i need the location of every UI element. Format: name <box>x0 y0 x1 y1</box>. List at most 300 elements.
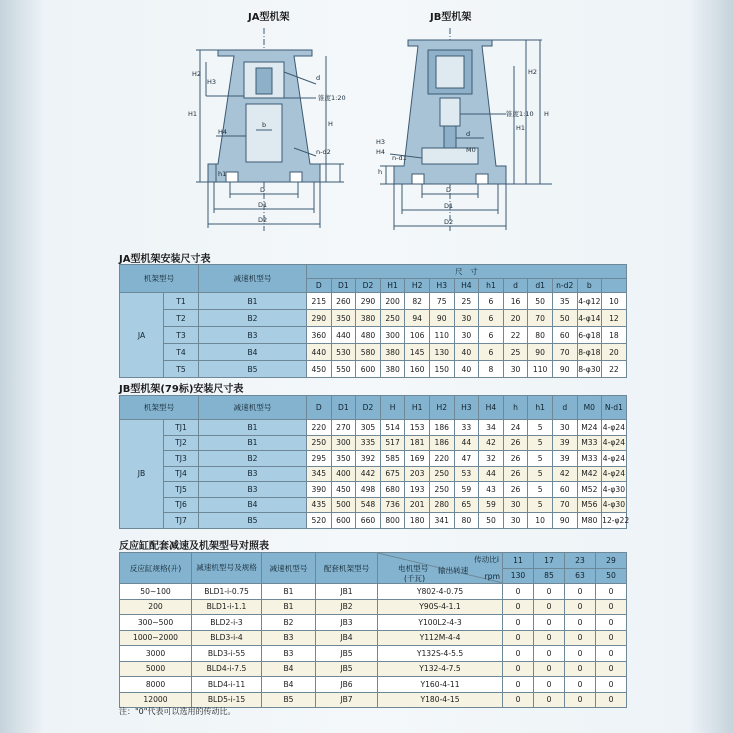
cell-capacity: 3000 <box>120 646 192 662</box>
ratio-flag: 0 <box>503 692 534 708</box>
table-row <box>120 361 627 378</box>
table-cell: 70 <box>552 497 577 513</box>
table-cell: 390 <box>307 482 332 498</box>
jb-label-D: D <box>446 186 452 194</box>
ratio-flag: 0 <box>565 615 596 631</box>
table-row <box>120 451 627 467</box>
table-cell: 220 <box>307 420 332 436</box>
table-cell: 186 <box>429 420 454 436</box>
table-cell: 193 <box>405 482 430 498</box>
ratio-flag: 0 <box>503 615 534 631</box>
jb-label-H3: H3 <box>376 138 386 146</box>
cell-motor: Y180-4-15 <box>378 692 503 708</box>
jb-table-title: JB型机架(79标)安装尺寸表 <box>119 384 244 395</box>
rack-model: TJ4 <box>164 466 199 482</box>
table-cell: 5 <box>528 420 553 436</box>
rack-model: TJ2 <box>164 435 199 451</box>
cell-spec: BLD2-i-3 <box>192 615 262 631</box>
table-cell: 300 <box>331 435 356 451</box>
cell-motor: Y112M-4-4 <box>378 630 503 646</box>
table-cell: 341 <box>429 513 454 529</box>
ratio-flag: 0 <box>596 677 627 693</box>
cell-reducer: B1 <box>262 599 316 615</box>
cell-reducer: B2 <box>262 615 316 631</box>
cell-rack: JB6 <box>316 677 378 693</box>
table-row <box>120 513 627 529</box>
ja-label-D1: D1 <box>258 201 268 209</box>
table-row <box>120 435 627 451</box>
cell-spec: BLD1-i-0.75 <box>192 584 262 600</box>
match-head-diagonal <box>378 553 503 584</box>
table-cell: 94 <box>405 310 430 327</box>
reducer-model: B5 <box>199 361 307 378</box>
table-cell: 90 <box>552 361 577 378</box>
table-cell: 8-φ30 <box>577 361 602 378</box>
ja-drawing <box>166 6 366 238</box>
match-table-body <box>120 584 627 708</box>
ja-label-H4: H4 <box>218 128 228 136</box>
jb-drawing <box>366 6 566 238</box>
ja-col-H3: H3 <box>429 279 454 293</box>
jb-col-H: H <box>380 396 405 420</box>
table-cell: 40 <box>454 344 479 361</box>
jb-col-D2: D2 <box>356 396 381 420</box>
ratio-flag: 0 <box>565 646 596 662</box>
table-cell: 20 <box>503 310 528 327</box>
ja-figure <box>166 6 366 238</box>
table-cell: 736 <box>380 497 405 513</box>
cell-rack: JB1 <box>316 584 378 600</box>
table-cell: 5 <box>528 466 553 482</box>
table-cell: M24 <box>577 420 602 436</box>
table-cell: 600 <box>331 513 356 529</box>
rack-model: TJ3 <box>164 451 199 467</box>
jb-label-M0: M0 <box>466 146 476 154</box>
ratio-flag: 0 <box>596 646 627 662</box>
cell-motor: Y132S-4-5.5 <box>378 646 503 662</box>
table-cell: 435 <box>307 497 332 513</box>
table-cell: 80 <box>528 327 553 344</box>
table-cell: 40 <box>454 361 479 378</box>
table-cell: M33 <box>577 435 602 451</box>
ratio-flag: 0 <box>503 646 534 662</box>
footnote: 注："0"代表可以选用的传动比。 <box>119 707 236 716</box>
ja-label-H3: H3 <box>207 78 217 86</box>
cell-rack: JB4 <box>316 630 378 646</box>
table-cell: 400 <box>331 466 356 482</box>
ratio-flag: 0 <box>534 599 565 615</box>
table-cell: 440 <box>331 327 356 344</box>
cell-capacity: 300~500 <box>120 615 192 631</box>
table-cell: 530 <box>331 344 356 361</box>
ja-label-D2: D2 <box>258 216 268 224</box>
cell-rack: JB2 <box>316 599 378 615</box>
table-cell: 10 <box>528 513 553 529</box>
table-row <box>120 310 627 327</box>
table-cell: 16 <box>503 293 528 310</box>
cell-motor: Y132-4-7.5 <box>378 661 503 677</box>
table-cell: 4-φ14 <box>577 310 602 327</box>
table-cell: 43 <box>479 482 504 498</box>
jb-label-D2: D2 <box>444 218 454 226</box>
table-cell: 34 <box>479 420 504 436</box>
table-row <box>120 420 627 436</box>
jb-table <box>119 395 630 529</box>
table-cell: 75 <box>429 293 454 310</box>
match-head-motor: 电机型号 <box>398 564 429 573</box>
ja-table <box>119 264 627 378</box>
jb-label-H4: H4 <box>376 148 386 156</box>
reducer-model: B3 <box>199 466 307 482</box>
ratio-flag: 0 <box>565 661 596 677</box>
ratio-flag: 0 <box>565 692 596 708</box>
table-row <box>120 497 627 513</box>
table-cell: 350 <box>331 451 356 467</box>
table-cell: 250 <box>307 435 332 451</box>
ja-col-d: d <box>503 279 528 293</box>
match-ratio-2: 23 <box>565 553 596 569</box>
table-cell: 380 <box>380 361 405 378</box>
ratio-flag: 0 <box>534 661 565 677</box>
table-cell: M42 <box>577 466 602 482</box>
rack-model: TJ6 <box>164 497 199 513</box>
jb-col-H3: H3 <box>454 396 479 420</box>
reducer-model: B3 <box>199 327 307 344</box>
table-row <box>120 677 627 693</box>
table-cell: 39 <box>552 435 577 451</box>
rack-model: T1 <box>164 293 199 310</box>
table-cell: 42 <box>552 466 577 482</box>
ratio-flag: 0 <box>503 584 534 600</box>
ratio-flag: 0 <box>596 584 627 600</box>
table-cell: 300 <box>380 327 405 344</box>
ja-col-D2: D2 <box>356 279 381 293</box>
match-table-title: 反应缸配套减速及机架型号对照表 <box>119 541 269 552</box>
table-cell: 110 <box>429 327 454 344</box>
table-cell: 500 <box>331 497 356 513</box>
reducer-model: B3 <box>199 482 307 498</box>
table-cell: 30 <box>503 361 528 378</box>
match-ratio-3: 29 <box>596 553 627 569</box>
reducer-model: B4 <box>199 497 307 513</box>
table-cell: 360 <box>307 327 332 344</box>
table-cell: 680 <box>380 482 405 498</box>
table-cell: 450 <box>331 482 356 498</box>
table-cell: 200 <box>380 293 405 310</box>
rack-model: T5 <box>164 361 199 378</box>
ja-col-H4: H4 <box>454 279 479 293</box>
rack-model: T3 <box>164 327 199 344</box>
cell-motor: Y802-4-0.75 <box>378 584 503 600</box>
rack-model: T2 <box>164 310 199 327</box>
table-cell: 4-φ12 <box>577 293 602 310</box>
jb-label-taper: 锥度1:10 <box>506 110 534 118</box>
table-row <box>120 646 627 662</box>
table-cell: 50 <box>528 293 553 310</box>
ratio-flag: 0 <box>596 661 627 677</box>
table-cell: 50 <box>479 513 504 529</box>
cell-capacity: 50~100 <box>120 584 192 600</box>
reducer-model: B2 <box>199 451 307 467</box>
cell-rack: JB3 <box>316 615 378 631</box>
cell-capacity: 5000 <box>120 661 192 677</box>
ja-head-reducer: 减速机型号 <box>199 265 307 293</box>
ratio-flag: 0 <box>534 615 565 631</box>
jb-column-row <box>120 396 627 420</box>
reducer-model: B4 <box>199 344 307 361</box>
table-cell: 186 <box>429 435 454 451</box>
table-cell: 580 <box>356 344 381 361</box>
table-cell: 30 <box>454 310 479 327</box>
table-cell: 8-φ18 <box>577 344 602 361</box>
ja-col-h1: h1 <box>479 279 504 293</box>
cell-capacity: 1000~2000 <box>120 630 192 646</box>
jb-label-H: H <box>544 110 549 118</box>
match-head-speed: 输出转速 <box>438 566 469 575</box>
table-cell: 4-φ30 <box>602 482 627 498</box>
cell-reducer: B1 <box>262 584 316 600</box>
table-row <box>120 344 627 361</box>
reducer-model: B1 <box>199 435 307 451</box>
reducer-model: B2 <box>199 310 307 327</box>
jb-figure-title: JB型机架 <box>430 12 472 23</box>
table-cell: 5 <box>528 435 553 451</box>
cell-spec: BLD4-i-7.5 <box>192 661 262 677</box>
table-cell: 30 <box>503 497 528 513</box>
table-cell: 6-φ18 <box>577 327 602 344</box>
table-cell: M52 <box>577 482 602 498</box>
match-speed-1: 85 <box>534 568 565 584</box>
ja-table-body <box>120 293 627 378</box>
table-cell: 5 <box>528 451 553 467</box>
jb-col-d: d <box>552 396 577 420</box>
table-cell: 660 <box>356 513 381 529</box>
table-cell: 520 <box>307 513 332 529</box>
table-cell: 440 <box>307 344 332 361</box>
table-cell: 442 <box>356 466 381 482</box>
table-cell: 335 <box>356 435 381 451</box>
match-head-capacity: 反应缸规格(升) <box>120 553 192 584</box>
table-cell: 65 <box>454 497 479 513</box>
table-cell: 5 <box>528 497 553 513</box>
ratio-flag: 0 <box>596 615 627 631</box>
ja-figure-title: JA型机架 <box>248 12 290 23</box>
table-cell: 350 <box>331 310 356 327</box>
table-cell: 22 <box>602 361 627 378</box>
table-cell: 548 <box>356 497 381 513</box>
ja-col-D: D <box>307 279 332 293</box>
cell-reducer: B4 <box>262 677 316 693</box>
table-cell: 53 <box>454 466 479 482</box>
table-cell: M80 <box>577 513 602 529</box>
jb-col-D1: D1 <box>331 396 356 420</box>
match-speed-2: 63 <box>565 568 596 584</box>
table-cell: 280 <box>429 497 454 513</box>
table-cell: 10 <box>602 293 627 310</box>
table-cell: M33 <box>577 451 602 467</box>
rack-model: T4 <box>164 344 199 361</box>
table-cell: 30 <box>552 420 577 436</box>
table-cell: 44 <box>454 435 479 451</box>
table-cell: 160 <box>405 361 430 378</box>
cell-reducer: B5 <box>262 692 316 708</box>
ja-label-H1: H1 <box>188 110 198 118</box>
table-row <box>120 293 627 310</box>
table-row <box>120 466 627 482</box>
cell-spec: BLD4-i-11 <box>192 677 262 693</box>
ja-col-nd2: n-d2 <box>552 279 577 293</box>
table-cell: 35 <box>552 293 577 310</box>
cell-rack: JB5 <box>316 661 378 677</box>
table-cell: 26 <box>503 435 528 451</box>
ja-table-title: JA型机架安装尺寸表 <box>119 254 211 265</box>
table-cell: 30 <box>454 327 479 344</box>
table-cell: 550 <box>331 361 356 378</box>
ratio-flag: 0 <box>565 584 596 600</box>
table-cell: 130 <box>429 344 454 361</box>
table-cell: 6 <box>479 327 504 344</box>
table-cell: 26 <box>503 482 528 498</box>
table-cell: 220 <box>429 451 454 467</box>
ratio-flag: 0 <box>565 677 596 693</box>
table-cell: 18 <box>602 327 627 344</box>
jb-label-D1: D1 <box>444 202 454 210</box>
ja-head-rack: 机架型号 <box>120 265 199 293</box>
table-cell: 70 <box>528 310 553 327</box>
rack-model: TJ1 <box>164 420 199 436</box>
table-cell: 90 <box>528 344 553 361</box>
table-cell: M56 <box>577 497 602 513</box>
cell-motor: Y90S-4-1.1 <box>378 599 503 615</box>
table-cell: 5 <box>528 482 553 498</box>
table-cell: 6 <box>479 310 504 327</box>
table-cell: 250 <box>380 310 405 327</box>
table-cell: 169 <box>405 451 430 467</box>
cell-spec: BLD3-i-55 <box>192 646 262 662</box>
table-cell: 250 <box>429 482 454 498</box>
table-cell: 24 <box>503 420 528 436</box>
cell-rack: JB7 <box>316 692 378 708</box>
table-cell: 25 <box>503 344 528 361</box>
cell-motor: Y100L2-4-3 <box>378 615 503 631</box>
jb-col-M0: M0 <box>577 396 602 420</box>
table-cell: 585 <box>380 451 405 467</box>
ja-col-d1: d1 <box>528 279 553 293</box>
table-cell: 33 <box>454 420 479 436</box>
table-cell: 60 <box>552 327 577 344</box>
reducer-model: B1 <box>199 293 307 310</box>
jb-label-d: d <box>466 130 471 138</box>
match-head-power: (千瓦) <box>404 574 426 583</box>
cell-reducer: B3 <box>262 630 316 646</box>
ratio-flag: 0 <box>565 599 596 615</box>
table-cell: 80 <box>454 513 479 529</box>
table-cell: 12-φ22 <box>602 513 627 529</box>
ratio-flag: 0 <box>596 599 627 615</box>
ja-col-D1: D1 <box>331 279 356 293</box>
cell-spec: BLD1-i-1.1 <box>192 599 262 615</box>
ja-col-b: b <box>577 279 602 293</box>
match-ratio-1: 17 <box>534 553 565 569</box>
ja-head-dims: 尺 寸 <box>307 265 627 279</box>
table-cell: 498 <box>356 482 381 498</box>
ratio-flag: 0 <box>596 692 627 708</box>
table-cell: 600 <box>356 361 381 378</box>
jb-col-H2: H2 <box>429 396 454 420</box>
table-cell: 60 <box>552 482 577 498</box>
cell-reducer: B4 <box>262 661 316 677</box>
table-cell: 380 <box>356 310 381 327</box>
ratio-flag: 0 <box>534 646 565 662</box>
ratio-flag: 0 <box>534 584 565 600</box>
match-speed-0: 130 <box>503 568 534 584</box>
table-cell: 215 <box>307 293 332 310</box>
table-cell: 6 <box>479 344 504 361</box>
ratio-flag: 0 <box>503 599 534 615</box>
ja-label-nd2: n-d2 <box>316 148 331 156</box>
ja-label-H: H <box>328 120 333 128</box>
ja-label-D: D <box>260 186 266 194</box>
ja-col-H2: H2 <box>405 279 430 293</box>
jb-head-reducer: 减速机型号 <box>199 396 307 420</box>
table-cell: 50 <box>552 310 577 327</box>
table-cell: 47 <box>454 451 479 467</box>
match-speed-3: 50 <box>596 568 627 584</box>
jb-table-body <box>120 420 630 529</box>
table-cell: 201 <box>405 497 430 513</box>
table-cell: 4-φ24 <box>602 451 627 467</box>
table-cell: 450 <box>307 361 332 378</box>
cell-spec: BLD5-i-15 <box>192 692 262 708</box>
table-cell: 181 <box>405 435 430 451</box>
cell-capacity: 200 <box>120 599 192 615</box>
table-cell: 305 <box>356 420 381 436</box>
reducer-model: B5 <box>199 513 307 529</box>
table-cell: 110 <box>528 361 553 378</box>
table-cell: 180 <box>405 513 430 529</box>
match-head-rack: 配套机架型号 <box>316 553 378 584</box>
table-cell: 26 <box>503 451 528 467</box>
jb-col-Nd1: N-d1 <box>602 396 627 420</box>
cell-spec: BLD3-i-4 <box>192 630 262 646</box>
table-cell: 270 <box>331 420 356 436</box>
table-cell: 153 <box>405 420 430 436</box>
table-cell: 290 <box>307 310 332 327</box>
table-cell: 8 <box>479 361 504 378</box>
ja-label-h1: h1 <box>218 170 227 178</box>
table-row <box>120 630 627 646</box>
table-cell: 203 <box>405 466 430 482</box>
table-cell: 517 <box>380 435 405 451</box>
table-cell: 260 <box>331 293 356 310</box>
rack-model: TJ5 <box>164 482 199 498</box>
table-cell: 22 <box>503 327 528 344</box>
jb-figure <box>366 6 566 238</box>
table-cell: 4-φ24 <box>602 435 627 451</box>
match-table <box>119 552 627 708</box>
table-row <box>120 327 627 344</box>
ratio-flag: 0 <box>565 630 596 646</box>
ratio-flag: 0 <box>503 677 534 693</box>
ja-col-H1: H1 <box>380 279 405 293</box>
ratio-flag: 0 <box>503 661 534 677</box>
table-cell: 295 <box>307 451 332 467</box>
table-cell: 4-φ30 <box>602 497 627 513</box>
match-head-ratio: 传动比i <box>474 555 499 564</box>
table-cell: 150 <box>429 361 454 378</box>
jb-label-nd1: n-d1 <box>392 154 407 162</box>
cell-rack: JB5 <box>316 646 378 662</box>
